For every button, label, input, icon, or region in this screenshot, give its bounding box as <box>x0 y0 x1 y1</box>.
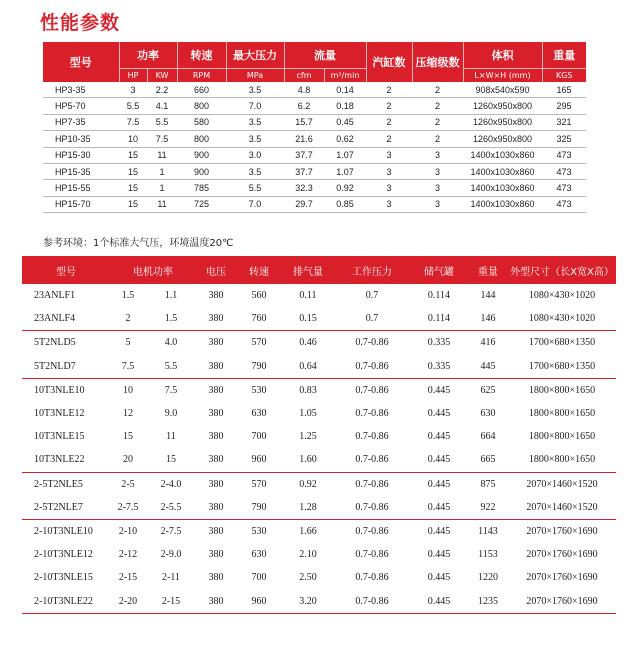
cell-dims: 2070×1760×1690 <box>508 589 616 613</box>
cell-kw: 11 <box>147 196 177 212</box>
cell-kgs: 295 <box>542 98 586 114</box>
cell-cfm: 37.7 <box>284 163 324 179</box>
cell-disp: 1.66 <box>299 525 317 537</box>
header-model: 型号 <box>43 42 119 82</box>
cell-p2: 1.1 <box>164 290 178 302</box>
cell-tank: 0.445 <box>427 525 451 537</box>
cell-press: 0.7-0.86 <box>334 448 410 472</box>
cell-p2: 5.5 <box>146 355 196 379</box>
cell-w: 630 <box>480 408 496 420</box>
cell-cfm: 29.7 <box>284 196 324 212</box>
table-row <box>22 402 616 425</box>
cell-model: HP10-35 <box>43 131 119 147</box>
cell-press: 0.7-0.86 <box>334 355 410 379</box>
cell-press: 0.7-0.86 <box>355 478 389 490</box>
cell-press: 0.7-0.86 <box>355 384 389 396</box>
cell-disp: 0.11 <box>299 290 317 302</box>
cell-dims: 1260x950x800 <box>463 114 542 130</box>
cell-cfm: 37.7 <box>284 147 324 163</box>
cell-w: 416 <box>480 337 496 349</box>
cell-hp: 15 <box>119 180 147 196</box>
cell-hp: 15 <box>119 163 147 179</box>
cell-cfm: 4.8 <box>284 82 324 98</box>
header-speed: 转速 <box>177 42 226 69</box>
cell-model: HP15-30 <box>43 147 119 163</box>
cell-stages: 2 <box>412 131 463 147</box>
header-cylinders: 汽缸数 <box>366 42 412 82</box>
cell-disp: 0.46 <box>299 337 317 349</box>
cell-w: 1153 <box>478 549 498 561</box>
cell-dims: 1800×800×1650 <box>528 408 596 420</box>
cell-tank: 0.445 <box>427 572 451 584</box>
cell-kgs: 473 <box>542 163 586 179</box>
cell-model: 10T3NLE15 <box>34 431 85 443</box>
cell-dims: 2070×1760×1690 <box>526 549 598 561</box>
cell-kw: 4.1 <box>147 98 177 114</box>
cell-press: 0.7-0.86 <box>355 337 389 349</box>
cell-cyl: 2 <box>366 82 412 98</box>
cell-model: HP15-70 <box>43 196 119 212</box>
cell-mpa: 3.5 <box>226 82 284 98</box>
cell-dims: 1400x1030x860 <box>463 147 542 163</box>
cell-tank: 0.335 <box>427 337 451 349</box>
cell-p1: 1.5 <box>121 290 135 302</box>
cell-kgs: 473 <box>542 196 586 212</box>
cell-stages: 2 <box>412 98 463 114</box>
unit-hp: HP <box>119 69 147 83</box>
cell-press: 0.7-0.86 <box>355 525 389 537</box>
header-stages: 压缩级数 <box>412 42 463 82</box>
cell-rpm: 660 <box>177 82 226 98</box>
cell-dims: 1700×680×1350 <box>508 355 616 379</box>
cell-mpa: 3.5 <box>226 114 284 130</box>
cell-w: 665 <box>468 448 508 472</box>
cell-kw: 11 <box>147 147 177 163</box>
table-row <box>22 307 616 331</box>
table-row <box>22 355 616 379</box>
cell-stages: 3 <box>412 180 463 196</box>
unit-rpm: RPM <box>177 69 226 83</box>
cell-press: 0.7-0.86 <box>355 431 389 443</box>
cell-dims: 1080×430×1020 <box>528 290 596 302</box>
cell-model: 23ANLF1 <box>34 290 76 302</box>
cell-cyl: 2 <box>366 98 412 114</box>
cell-rpm: 790 <box>236 496 282 520</box>
cell-m3: 0.62 <box>324 131 366 147</box>
cell-p1: 5 <box>125 337 131 349</box>
cell-disp: 0.92 <box>299 478 317 490</box>
table-row <box>22 425 616 448</box>
cell-stages: 2 <box>412 114 463 130</box>
cell-p2: 2-5.5 <box>146 496 196 520</box>
cell-w: 1143 <box>478 525 498 537</box>
cell-mpa: 3.0 <box>226 147 284 163</box>
cell-v: 380 <box>208 290 224 302</box>
cell-kgs: 321 <box>542 114 586 130</box>
t2-header-voltage: 电压 <box>196 256 236 284</box>
header-weight: 重量 <box>542 42 586 69</box>
cell-tank: 0.445 <box>427 549 451 561</box>
cell-v: 380 <box>208 572 224 584</box>
cell-p1: 2-15 <box>118 572 138 584</box>
cell-dims: 1800×800×1650 <box>528 384 596 396</box>
cell-p1: 15 <box>123 431 133 443</box>
table-row <box>43 114 586 130</box>
cell-rpm: 960 <box>236 448 282 472</box>
cell-model: 5T2NLD5 <box>34 337 76 349</box>
cell-w: 625 <box>480 384 496 396</box>
cell-p2: 4.0 <box>164 337 178 349</box>
cell-v: 380 <box>208 431 224 443</box>
cell-hp: 5.5 <box>119 98 147 114</box>
unit-mpa: MPa <box>226 69 284 83</box>
t2-header-displacement: 排气量 <box>282 256 334 284</box>
cell-mpa: 3.5 <box>226 163 284 179</box>
cell-dims: 1700×680×1350 <box>528 337 596 349</box>
cell-v: 380 <box>208 408 224 420</box>
cell-p1: 10 <box>123 384 133 396</box>
table-row <box>22 284 616 307</box>
cell-dims: 1260x950x800 <box>463 98 542 114</box>
table-row <box>22 543 616 566</box>
cell-m3: 0.14 <box>324 82 366 98</box>
cell-p1: 2-20 <box>110 589 146 613</box>
cell-dims: 1800×800×1650 <box>528 431 596 443</box>
cell-stages: 3 <box>412 147 463 163</box>
cell-rpm: 630 <box>251 408 267 420</box>
table-row <box>43 163 586 179</box>
cell-disp: 1.05 <box>299 408 317 420</box>
cell-cyl: 2 <box>366 114 412 130</box>
cell-v: 380 <box>196 355 236 379</box>
cell-dims: 2070×1760×1690 <box>526 525 598 537</box>
cell-v: 380 <box>208 549 224 561</box>
cell-cyl: 3 <box>366 163 412 179</box>
cell-kw: 1 <box>147 180 177 196</box>
header-power: 功率 <box>119 42 177 69</box>
cell-disp: 3.20 <box>282 589 334 613</box>
cell-v: 380 <box>208 384 224 396</box>
cell-w: 1235 <box>468 589 508 613</box>
cell-tank: 0.445 <box>427 431 451 443</box>
table-row <box>43 131 586 147</box>
cell-rpm: 900 <box>177 163 226 179</box>
cell-dims: 1400x1030x860 <box>463 163 542 179</box>
cell-disp: 0.64 <box>282 355 334 379</box>
cell-kw: 2.2 <box>147 82 177 98</box>
t2-header-pressure: 工作压力 <box>334 256 410 284</box>
cell-w: 445 <box>468 355 508 379</box>
cell-dims: 2070×1460×1520 <box>508 496 616 520</box>
cell-w: 1220 <box>478 572 498 584</box>
table-row <box>22 472 616 496</box>
cell-disp: 0.83 <box>299 384 317 396</box>
cell-v: 380 <box>196 448 236 472</box>
cell-p2: 1.5 <box>146 307 196 331</box>
cell-v: 380 <box>208 337 224 349</box>
cell-dims: 2070×1460×1520 <box>526 478 598 490</box>
cell-hp: 3 <box>119 82 147 98</box>
table-row <box>22 496 616 520</box>
table-row <box>22 331 616 355</box>
cell-rpm: 530 <box>251 525 267 537</box>
cell-model: HP15-55 <box>43 180 119 196</box>
cell-hp: 10 <box>119 131 147 147</box>
cell-disp: 1.25 <box>299 431 317 443</box>
cell-p2: 2-7.5 <box>160 525 182 537</box>
cell-kgs: 325 <box>542 131 586 147</box>
unit-cfm: cfm <box>284 69 324 83</box>
cell-m3: 1.07 <box>324 147 366 163</box>
cell-rpm: 570 <box>251 478 267 490</box>
cell-dims: 908x540x590 <box>463 82 542 98</box>
cell-cfm: 15.7 <box>284 114 324 130</box>
reference-note: 参考环境：1个标准大气压，环境温度20℃ <box>43 238 234 249</box>
cell-p2: 9.0 <box>164 408 178 420</box>
t2-header-tank: 储气罐 <box>410 256 468 284</box>
cell-p1: 20 <box>110 448 146 472</box>
cell-tank: 0.114 <box>410 307 468 331</box>
cell-rpm: 800 <box>177 131 226 147</box>
cell-p1: 12 <box>123 408 133 420</box>
cell-cyl: 3 <box>366 147 412 163</box>
cell-press: 0.7-0.86 <box>355 408 389 420</box>
cell-kw: 5.5 <box>147 114 177 130</box>
t2-header-weight: 重量 <box>468 256 508 284</box>
cell-press: 0.7 <box>365 290 379 302</box>
cell-m3: 0.85 <box>324 196 366 212</box>
cell-press: 0.7-0.86 <box>355 572 389 584</box>
cell-p2: 7.5 <box>164 384 178 396</box>
table-row <box>22 519 616 543</box>
cell-model: HP3-35 <box>43 82 119 98</box>
table-row <box>43 82 586 98</box>
cell-v: 380 <box>208 478 224 490</box>
cell-model: 5T2NLD7 <box>22 355 110 379</box>
cell-stages: 2 <box>412 82 463 98</box>
header-pressure: 最大压力 <box>226 42 284 69</box>
cell-model: 10T3NLE10 <box>34 384 85 396</box>
cell-v: 380 <box>196 307 236 331</box>
cell-cfm: 32.3 <box>284 180 324 196</box>
cell-p2: 11 <box>166 431 176 443</box>
t2-header-model: 型号 <box>22 256 110 284</box>
cell-w: 875 <box>480 478 496 490</box>
cell-rpm: 630 <box>251 549 267 561</box>
unit-kgs: KGS <box>542 69 586 83</box>
spec-table-hp <box>43 42 586 213</box>
cell-dims: 1400x1030x860 <box>463 196 542 212</box>
t2-header-motor-power: 电机功率 <box>110 256 196 284</box>
cell-p1: 2-7.5 <box>110 496 146 520</box>
cell-model: HP7-35 <box>43 114 119 130</box>
cell-p1: 2-10 <box>118 525 138 537</box>
cell-p1: 2-5 <box>121 478 135 490</box>
cell-rpm: 570 <box>251 337 267 349</box>
cell-model: 2-10T3NLE10 <box>34 525 93 537</box>
table-row <box>22 378 616 402</box>
cell-p1: 2-12 <box>118 549 138 561</box>
cell-v: 380 <box>196 496 236 520</box>
cell-disp: 1.28 <box>282 496 334 520</box>
cell-m3: 0.45 <box>324 114 366 130</box>
table-row <box>22 448 616 472</box>
cell-w: 144 <box>480 290 496 302</box>
cell-hp: 7.5 <box>119 114 147 130</box>
cell-dims: 1080×430×1020 <box>508 307 616 331</box>
cell-model: 10T3NLE22 <box>22 448 110 472</box>
cell-model: HP15-35 <box>43 163 119 179</box>
cell-model: 10T3NLE12 <box>34 408 85 420</box>
cell-cyl: 3 <box>366 180 412 196</box>
cell-cfm: 6.2 <box>284 98 324 114</box>
cell-p1: 2 <box>110 307 146 331</box>
cell-mpa: 3.5 <box>226 131 284 147</box>
cell-tank: 0.445 <box>410 496 468 520</box>
table-row <box>22 589 616 613</box>
cell-hp: 15 <box>119 196 147 212</box>
cell-model: 2-10T3NLE22 <box>22 589 110 613</box>
cell-model: 2-10T3NLE15 <box>34 572 93 584</box>
cell-kw: 1 <box>147 163 177 179</box>
cell-dims: 1800×800×1650 <box>508 448 616 472</box>
cell-mpa: 5.5 <box>226 180 284 196</box>
cell-stages: 3 <box>412 163 463 179</box>
cell-tank: 0.114 <box>427 290 451 302</box>
cell-cyl: 3 <box>366 196 412 212</box>
cell-kgs: 473 <box>542 180 586 196</box>
cell-rpm: 800 <box>177 98 226 114</box>
cell-mpa: 7.0 <box>226 98 284 114</box>
cell-p2: 15 <box>146 448 196 472</box>
cell-kw: 7.5 <box>147 131 177 147</box>
cell-disp: 0.15 <box>282 307 334 331</box>
cell-press: 0.7-0.86 <box>334 496 410 520</box>
table-row <box>43 98 586 114</box>
cell-rpm: 785 <box>177 180 226 196</box>
cell-m3: 0.92 <box>324 180 366 196</box>
cell-press: 0.7-0.86 <box>334 589 410 613</box>
cell-p2: 2-11 <box>162 572 180 584</box>
t2-header-dimensions: 外型尺寸（长X宽X高） <box>508 256 616 284</box>
cell-model: 2-5T2NLE7 <box>22 496 110 520</box>
cell-w: 922 <box>468 496 508 520</box>
cell-w: 146 <box>468 307 508 331</box>
page-title: 性能参数 <box>40 12 121 34</box>
cell-kgs: 165 <box>542 82 586 98</box>
cell-cyl: 2 <box>366 131 412 147</box>
cell-rpm: 790 <box>236 355 282 379</box>
cell-model: 23ANLF4 <box>22 307 110 331</box>
cell-press: 0.7 <box>334 307 410 331</box>
cell-disp: 1.60 <box>282 448 334 472</box>
cell-w: 664 <box>480 431 496 443</box>
cell-rpm: 560 <box>251 290 267 302</box>
cell-stages: 3 <box>412 196 463 212</box>
cell-hp: 15 <box>119 147 147 163</box>
cell-p2: 2-15 <box>146 589 196 613</box>
cell-tank: 0.445 <box>410 448 468 472</box>
cell-rpm: 760 <box>236 307 282 331</box>
spec-table-nl <box>22 256 616 614</box>
cell-rpm: 530 <box>251 384 267 396</box>
cell-m3: 1.07 <box>324 163 366 179</box>
table-row <box>22 566 616 589</box>
cell-v: 380 <box>196 589 236 613</box>
cell-p1: 7.5 <box>110 355 146 379</box>
cell-rpm: 900 <box>177 147 226 163</box>
cell-rpm: 960 <box>236 589 282 613</box>
cell-model: 2-5T2NLE5 <box>34 478 83 490</box>
t2-header-speed: 转速 <box>236 256 282 284</box>
cell-dims: 1400x1030x860 <box>463 180 542 196</box>
cell-rpm: 580 <box>177 114 226 130</box>
cell-disp: 2.50 <box>299 572 317 584</box>
cell-tank: 0.335 <box>410 355 468 379</box>
table-row <box>43 196 586 212</box>
cell-p2: 2-9.0 <box>160 549 182 561</box>
cell-cfm: 21.6 <box>284 131 324 147</box>
cell-tank: 0.445 <box>410 589 468 613</box>
cell-press: 0.7-0.86 <box>355 549 389 561</box>
cell-rpm: 725 <box>177 196 226 212</box>
cell-m3: 0.18 <box>324 98 366 114</box>
unit-kw: KW <box>147 69 177 83</box>
unit-m3min: m³/min <box>324 69 366 83</box>
cell-rpm: 700 <box>251 431 267 443</box>
header-flow: 流量 <box>284 42 366 69</box>
cell-rpm: 700 <box>251 572 267 584</box>
table-row <box>43 147 586 163</box>
cell-model: 2-10T3NLE12 <box>34 549 93 561</box>
unit-dims: L×W×H (mm) <box>463 69 542 83</box>
cell-mpa: 7.0 <box>226 196 284 212</box>
table-row <box>43 180 586 196</box>
cell-tank: 0.445 <box>427 384 451 396</box>
cell-p2: 2-4.0 <box>160 478 182 490</box>
header-volume: 体积 <box>463 42 542 69</box>
cell-disp: 2.10 <box>299 549 317 561</box>
cell-kgs: 473 <box>542 147 586 163</box>
cell-tank: 0.445 <box>427 408 451 420</box>
cell-dims: 1260x950x800 <box>463 131 542 147</box>
cell-tank: 0.445 <box>427 478 451 490</box>
cell-dims: 2070×1760×1690 <box>526 572 598 584</box>
cell-model: HP5-70 <box>43 98 119 114</box>
cell-v: 380 <box>208 525 224 537</box>
